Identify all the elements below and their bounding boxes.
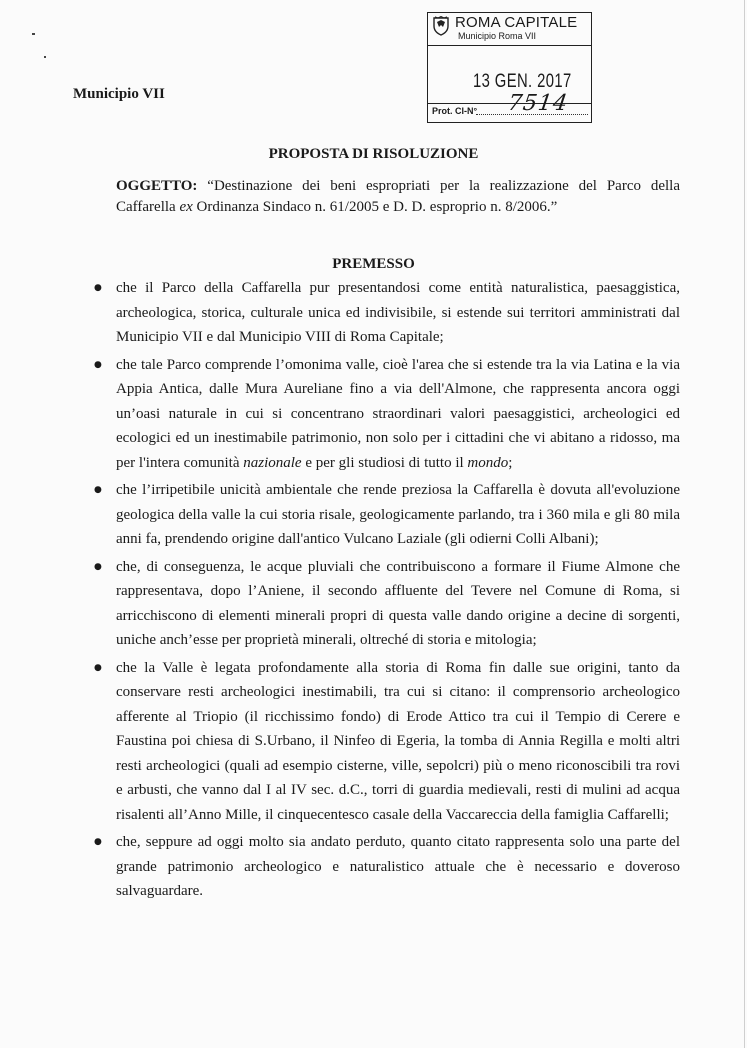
oggetto-text-1: “Destinazione dei beni espropriati per la realizzazione del Parco della Caffarella — [116, 178, 680, 215]
list-item — [116, 830, 680, 904]
stamp-header-box — [427, 12, 592, 46]
municipio-label: Municipio VII — [73, 86, 165, 102]
scan-speck — [44, 56, 46, 58]
document-title: PROPOSTA DI RISOLUZIONE — [268, 146, 479, 162]
stamp-subtitle: Municipio Roma VII — [458, 31, 537, 41]
list-item-text: che l’irripetibile unicità ambientale che rende preziosa la Caffarella è dovuta all'evoluzione geologica della valle la cui storia risale, geologicamente parlando, tra i 360 mila e gli 80 mila anni fa, prendendo origine dall'antico Vulcano Laziale (gli odierni Colli Albani); — [116, 482, 680, 547]
stamp-title: ROMA CAPITALE — [455, 14, 578, 31]
list-item-text: che, di conseguenza, le acque pluviali che contribuiscono a formare il Fiume Almone che rappresentava, dopo l’Aniene, il secondo affluente del Tevere nel Comune di Roma, si arricchiscono di elementi minerali propri di questa valle dando origine a decine di sorgenti, uniche anch’esse per proprietà minerali, oltreché di storia e mitologia; — [116, 558, 680, 648]
premesso-list — [116, 276, 680, 907]
list-item — [116, 478, 680, 552]
list-item — [116, 656, 680, 828]
stamp-date: 13 GEN. 2017 — [473, 71, 572, 92]
list-item-italic: nazionale — [243, 454, 302, 471]
list-item — [116, 353, 680, 476]
scan-speck — [32, 33, 35, 35]
protocol-stamp — [427, 12, 592, 120]
oggetto-text-italic: ex — [179, 199, 193, 215]
stamp-protocol-number: 7514 — [506, 91, 570, 116]
list-item-text: che il Parco della Caffarella pur presentandosi come entità naturalistica, paesaggistica, archeologica, storica, culturale unica ed indivisibile, si estende sui territori amministrati dal Municipio VII e dal Municipio VIII di Roma Capitale; — [116, 280, 680, 345]
list-item-text: e per gli studiosi di tutto il — [301, 454, 468, 471]
list-item-text: che, seppure ad oggi molto sia andato perduto, quanto citato rappresenta solo una parte del grande patrimonio archeologico e naturalistico attuale che è necessario e doveroso salvaguardare. — [116, 834, 680, 899]
list-item-text: ; — [508, 454, 513, 471]
list-item-italic: mondo — [467, 454, 509, 471]
oggetto-paragraph — [116, 176, 680, 218]
oggetto-label: OGGETTO: — [116, 178, 198, 194]
stamp-protocol-box — [427, 91, 592, 123]
list-item-text: che la Valle è legata profondamente alla storia di Roma fin dalle sue origini, tanto da conservare resti archeologici inestimabili, tra cui si citano: il comprensorio archeologico afferente al Triopio (il ricchissimo fondo) di Erode Attico tra cui il Tempio di Cerere e Faustina poi chiesa di S.Urbano, il Ninfeo di Egeria, la tomba di Annia Regilla e molti altri resti archeologici (quali ad esempio cisterne, ville, sepolcri) più o meno riconoscibili tra rovi e arbusti, che vanno dal I al IV sec. d.C., torri di guardia medievali, resti di mulini ad acqua risalenti all’Anno Mille, il cinquecentesco casale della Vaccareccia della famiglia Caffarelli; — [116, 659, 680, 823]
list-item — [116, 555, 680, 653]
stamp-protocol-label: Prot. CI-N° — [432, 106, 478, 116]
oggetto-text-2: Ordinanza Sindaco n. 61/2005 e D. D. esproprio n. 8/2006.” — [192, 199, 558, 215]
list-item — [116, 276, 680, 350]
roma-emblem-icon — [433, 16, 449, 36]
premesso-heading: PREMESSO — [332, 256, 415, 272]
list-item-text: che tale Parco comprende l’omonima valle, cioè l'area che si estende tra la via Latina e la via Appia Antica, dalle Mura Aureliane fino a via dell'Almone, che rappresenta ancora oggi un’oasi naturale in cui si concentrano straordinari valori paesaggistici, archeologici ed ecologici ed un inestimabile patrimonio, non solo per i cittadini che vi abitano a ridosso, ma per l'intera comunità — [116, 356, 680, 471]
